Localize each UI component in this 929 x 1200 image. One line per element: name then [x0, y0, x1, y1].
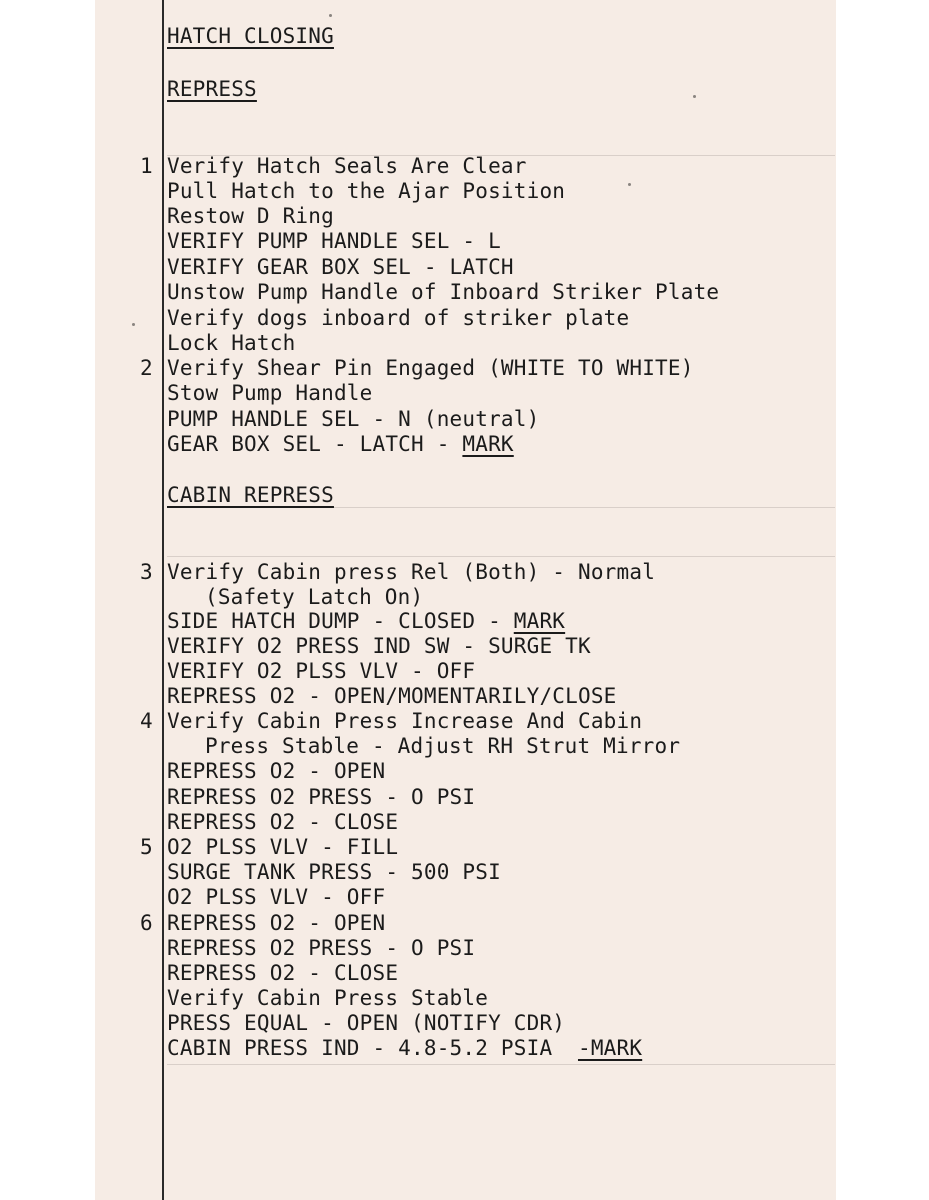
checklist-line: Verify Cabin Press Stable [167, 986, 489, 1010]
checklist-line: REPRESS O2 - CLOSE [167, 810, 399, 834]
paper-speck [132, 323, 135, 326]
checklist-line: REPRESS O2 - OPEN/MOMENTARILY/CLOSE [167, 684, 617, 708]
section-heading-repress: REPRESS [167, 77, 257, 101]
step-number: 4 [140, 709, 153, 733]
checklist-line: Lock Hatch [167, 331, 296, 355]
checklist-line: PUMP HANDLE SEL - N (neutral) [167, 407, 540, 431]
checklist-line: REPRESS O2 - OPEN [167, 759, 386, 783]
faint-ruled-line [167, 1064, 835, 1065]
checklist-line-with-mark: GEAR BOX SEL - LATCH - MARK [167, 432, 514, 456]
section-heading-hatch-closing: HATCH CLOSING [167, 24, 334, 48]
checklist-line: Pull Hatch to the Ajar Position [167, 179, 566, 203]
step-number: 3 [140, 560, 153, 584]
checklist-line: Press Stable - Adjust RH Strut Mirror [205, 734, 681, 758]
step-number: 6 [140, 911, 153, 935]
checklist-line: SURGE TANK PRESS - 500 PSI [167, 860, 501, 884]
step-number: 5 [140, 835, 153, 859]
checklist-line: Stow Pump Handle [167, 381, 373, 405]
checklist-line-with-mark: SIDE HATCH DUMP - CLOSED - MARK [167, 609, 566, 633]
mark-label: -MARK [577, 1036, 643, 1060]
checklist-line: PRESS EQUAL - OPEN (NOTIFY CDR) [167, 1011, 566, 1035]
checklist-line: Verify Cabin press Rel (Both) - Normal [167, 560, 656, 584]
checklist-line: REPRESS O2 PRESS - O PSI [167, 936, 476, 960]
paper-speck [693, 95, 696, 98]
step-number: 2 [140, 356, 153, 380]
margin-rule [162, 0, 164, 1200]
checklist-line: Restow D Ring [167, 204, 334, 228]
checklist-line: Verify dogs inboard of striker plate [167, 306, 630, 330]
checklist-line: (Safety Latch On) [205, 585, 424, 609]
paper-speck [628, 183, 631, 186]
checklist-line: Verify Shear Pin Engaged (WHITE TO WHITE) [167, 356, 694, 380]
checklist-line: REPRESS O2 - CLOSE [167, 961, 399, 985]
checklist-line: VERIFY O2 PRESS IND SW - SURGE TK [167, 634, 591, 658]
faint-ruled-line [167, 556, 835, 557]
checklist-line: Verify Cabin Press Increase And Cabin [167, 709, 643, 733]
faint-ruled-line [167, 507, 835, 508]
mark-label: MARK [462, 432, 514, 456]
paper-speck [329, 14, 332, 17]
checklist-line: Verify Hatch Seals Are Clear [167, 154, 527, 178]
checklist-line: REPRESS O2 PRESS - O PSI [167, 785, 476, 809]
checklist-line-with-mark: CABIN PRESS IND - 4.8-5.2 PSIA -MARK [167, 1036, 643, 1060]
checklist-line: O2 PLSS VLV - OFF [167, 885, 386, 909]
checklist-line: VERIFY O2 PLSS VLV - OFF [167, 659, 476, 683]
section-heading-cabin-repress: CABIN REPRESS [167, 483, 334, 507]
checklist-line: VERIFY PUMP HANDLE SEL - L [167, 229, 501, 253]
checklist-line: Unstow Pump Handle of Inboard Striker Plate [167, 280, 720, 304]
mark-label: MARK [513, 609, 566, 633]
step-number: 1 [140, 154, 153, 178]
checklist-line: O2 PLSS VLV - FILL [167, 835, 399, 859]
checklist-line: VERIFY GEAR BOX SEL - LATCH [167, 255, 514, 279]
checklist-line: REPRESS O2 - OPEN [167, 911, 386, 935]
